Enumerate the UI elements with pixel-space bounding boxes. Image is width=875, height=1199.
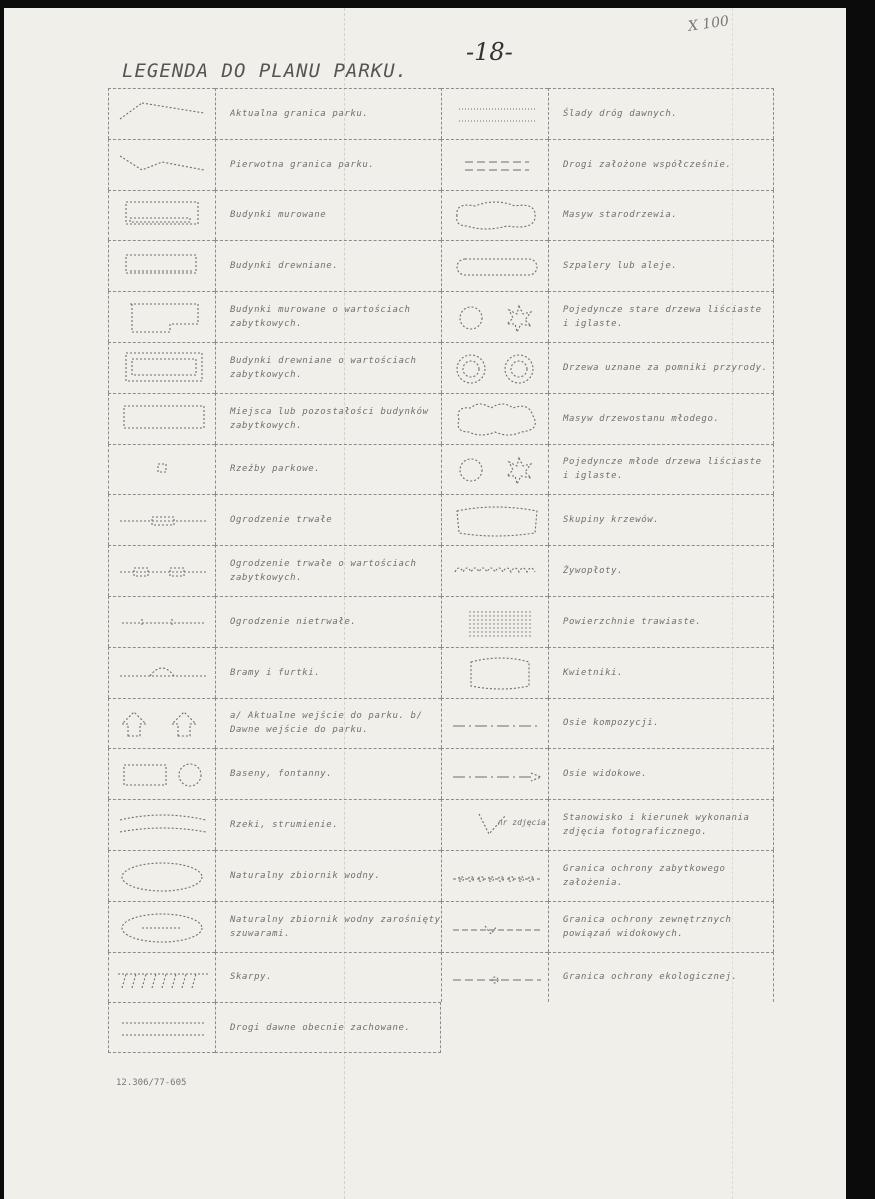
legend-row [108, 240, 778, 291]
legend-label: Granica ochrony zabytkowego założenia. [548, 850, 774, 901]
park-sculpture-icon [112, 446, 212, 492]
legend-symbol [108, 799, 215, 850]
icon-text: nr zdjęcia [497, 818, 546, 828]
legend-symbol [441, 88, 548, 139]
empty-cell [441, 1002, 778, 1053]
composition-axis-icon [445, 700, 545, 746]
legend-label: Naturalny zbiornik wodny zarośnięty szuwarami. [215, 901, 441, 952]
legend-symbol [441, 139, 548, 190]
legend-symbol [108, 444, 215, 495]
legend-table [108, 88, 778, 1053]
legend-label: Naturalny zbiornik wodny. [215, 850, 441, 901]
legend-symbol [108, 850, 215, 901]
legend-label: Baseny, fontanny. [215, 748, 441, 799]
legend-row [108, 748, 778, 799]
legend-symbol [441, 901, 548, 952]
current-border-line-icon [112, 91, 212, 137]
original-border-line-icon [112, 142, 212, 188]
legend-label: Drzewa uznane za pomniki przyrody. [548, 342, 774, 393]
legend-symbol [108, 545, 215, 596]
legend-symbol [108, 901, 215, 952]
new-roads-dashed-icon [445, 142, 545, 188]
legend-label: Szpalery lub aleje. [548, 240, 774, 291]
tree-alley-icon [445, 243, 545, 289]
legend-label: Granica ochrony zewnętrznych powiązań widokowych. [548, 901, 774, 952]
grass-area-icon [445, 599, 545, 645]
legend-symbol [108, 291, 215, 342]
legend-symbol [441, 545, 548, 596]
document-page [4, 8, 846, 1199]
legend-symbol [108, 1002, 215, 1053]
legend-label: Stanowisko i kierunek wykonania zdjęcia fotograficznego. [548, 799, 774, 850]
view-protection-border-icon [445, 904, 545, 950]
legend-label: a/ Aktualne wejście do parku. b/ Dawne wejście do parku. [215, 698, 441, 749]
legend-row [108, 88, 778, 139]
old-roads-abandoned-icon [112, 1005, 212, 1051]
reference-number: 12.306/77-605 [116, 1078, 187, 1088]
legend-row [108, 799, 778, 850]
legend-label: Granica ochrony ekologicznej. [548, 952, 774, 1003]
pools-fountains-icon [112, 751, 212, 797]
legend-symbol [441, 952, 548, 1003]
shrub-groups-icon [445, 497, 545, 543]
legend-label: Osie widokowe. [548, 748, 774, 799]
legend-label: Żywopłoty. [548, 545, 774, 596]
legend-symbol [108, 494, 215, 545]
ecological-protection-border-icon [445, 954, 545, 1000]
handwritten-mark: X 100 [687, 13, 731, 35]
legend-symbol [108, 190, 215, 241]
legend-symbol [108, 240, 215, 291]
legend-label: Drogi założone współcześnie. [548, 139, 774, 190]
legend-symbol [108, 748, 215, 799]
legend-label: Drogi dawne obecnie zachowane. [215, 1002, 441, 1053]
legend-symbol [441, 647, 548, 698]
legend-label: Rzeźby parkowe. [215, 444, 441, 495]
view-axis-icon [445, 751, 545, 797]
legend-symbol [441, 799, 548, 850]
old-roads-dotted-icon [445, 91, 545, 137]
document-title: LEGENDA DO PLANU PARKU. [122, 60, 409, 82]
legend-label: Bramy i furtki. [215, 647, 441, 698]
legend-label: Masyw starodrzewia. [548, 190, 774, 241]
legend-row [108, 901, 778, 952]
legend-label: Kwietniki. [548, 647, 774, 698]
legend-row [108, 698, 778, 749]
page-number: -18- [466, 38, 513, 66]
wooden-building-icon [112, 243, 212, 289]
legend-symbol [441, 190, 548, 241]
legend-row [108, 545, 778, 596]
monument-protection-border-icon [445, 853, 545, 899]
legend-label: Budynki drewniane o wartościach zabytkowych. [215, 342, 441, 393]
legend-label: Masyw drzewostanu młodego. [548, 393, 774, 444]
rivers-streams-icon [112, 802, 212, 848]
legend-symbol [108, 88, 215, 139]
legend-row [108, 952, 778, 1003]
legend-row [108, 190, 778, 241]
legend-symbol [108, 342, 215, 393]
legend-symbol [441, 698, 548, 749]
legend-label: Powierzchnie trawiaste. [548, 596, 774, 647]
flower-beds-icon [445, 650, 545, 696]
building-remains-icon [112, 396, 212, 442]
legend-row [108, 444, 778, 495]
legend-symbol [441, 444, 548, 495]
legend-row [108, 850, 778, 901]
legend-symbol [108, 139, 215, 190]
legend-row [108, 393, 778, 444]
legend-label: Skarpy. [215, 952, 441, 1003]
legend-row [108, 494, 778, 545]
single-old-trees-icon [445, 294, 545, 340]
legend-symbol [108, 698, 215, 749]
legend-label: Miejsca lub pozostałości budynków zabytkowych. [215, 393, 441, 444]
legend-symbol [108, 596, 215, 647]
legend-label: Skupiny krzewów. [548, 494, 774, 545]
legend-symbol [108, 393, 215, 444]
legend-symbol [441, 596, 548, 647]
historic-fence-icon [112, 548, 212, 594]
gates-icon [112, 650, 212, 696]
young-tree-mass-icon [445, 396, 545, 442]
single-young-trees-icon [445, 446, 545, 492]
legend-label: Aktualna granica parku. [215, 88, 441, 139]
old-tree-mass-icon [445, 192, 545, 238]
legend-label: Ogrodzenie trwałe [215, 494, 441, 545]
legend-label: Budynki drewniane. [215, 240, 441, 291]
legend-label: Pojedyncze stare drzewa liściaste i iglaste. [548, 291, 774, 342]
brick-building-icon [112, 192, 212, 238]
legend-symbol [441, 748, 548, 799]
legend-symbol [108, 647, 215, 698]
hedges-icon [445, 548, 545, 594]
legend-label: Pojedyncze młode drzewa liściaste i iglaste. [548, 444, 774, 495]
legend-symbol [441, 850, 548, 901]
permanent-fence-icon [112, 497, 212, 543]
legend-row [108, 342, 778, 393]
legend-label: Ślady dróg dawnych. [548, 88, 774, 139]
temporary-fence-icon [112, 599, 212, 645]
legend-label: Pierwotna granica parku. [215, 139, 441, 190]
legend-row [108, 596, 778, 647]
slopes-icon [112, 954, 212, 1000]
legend-symbol [108, 952, 215, 1003]
legend-row [108, 1002, 778, 1053]
natural-water-icon [112, 853, 212, 899]
historic-brick-building-icon [112, 294, 212, 340]
entrance-arrows-icon [112, 700, 212, 746]
legend-symbol [441, 494, 548, 545]
overgrown-water-icon [112, 904, 212, 950]
legend-label: Budynki murowane [215, 190, 441, 241]
legend-label: Ogrodzenie nietrwałe. [215, 596, 441, 647]
legend-row [108, 291, 778, 342]
legend-row [108, 139, 778, 190]
legend-label: Osie kompozycji. [548, 698, 774, 749]
legend-symbol [441, 291, 548, 342]
legend-label: Ogrodzenie trwałe o wartościach zabytkowych. [215, 545, 441, 596]
legend-symbol [441, 393, 548, 444]
historic-wooden-building-icon [112, 345, 212, 391]
natural-monument-trees-icon [445, 345, 545, 391]
legend-label: Rzeki, strumienie. [215, 799, 441, 850]
legend-row [108, 647, 778, 698]
legend-label: Budynki murowane o wartościach zabytkowych. [215, 291, 441, 342]
legend-symbol [441, 240, 548, 291]
legend-symbol [441, 342, 548, 393]
